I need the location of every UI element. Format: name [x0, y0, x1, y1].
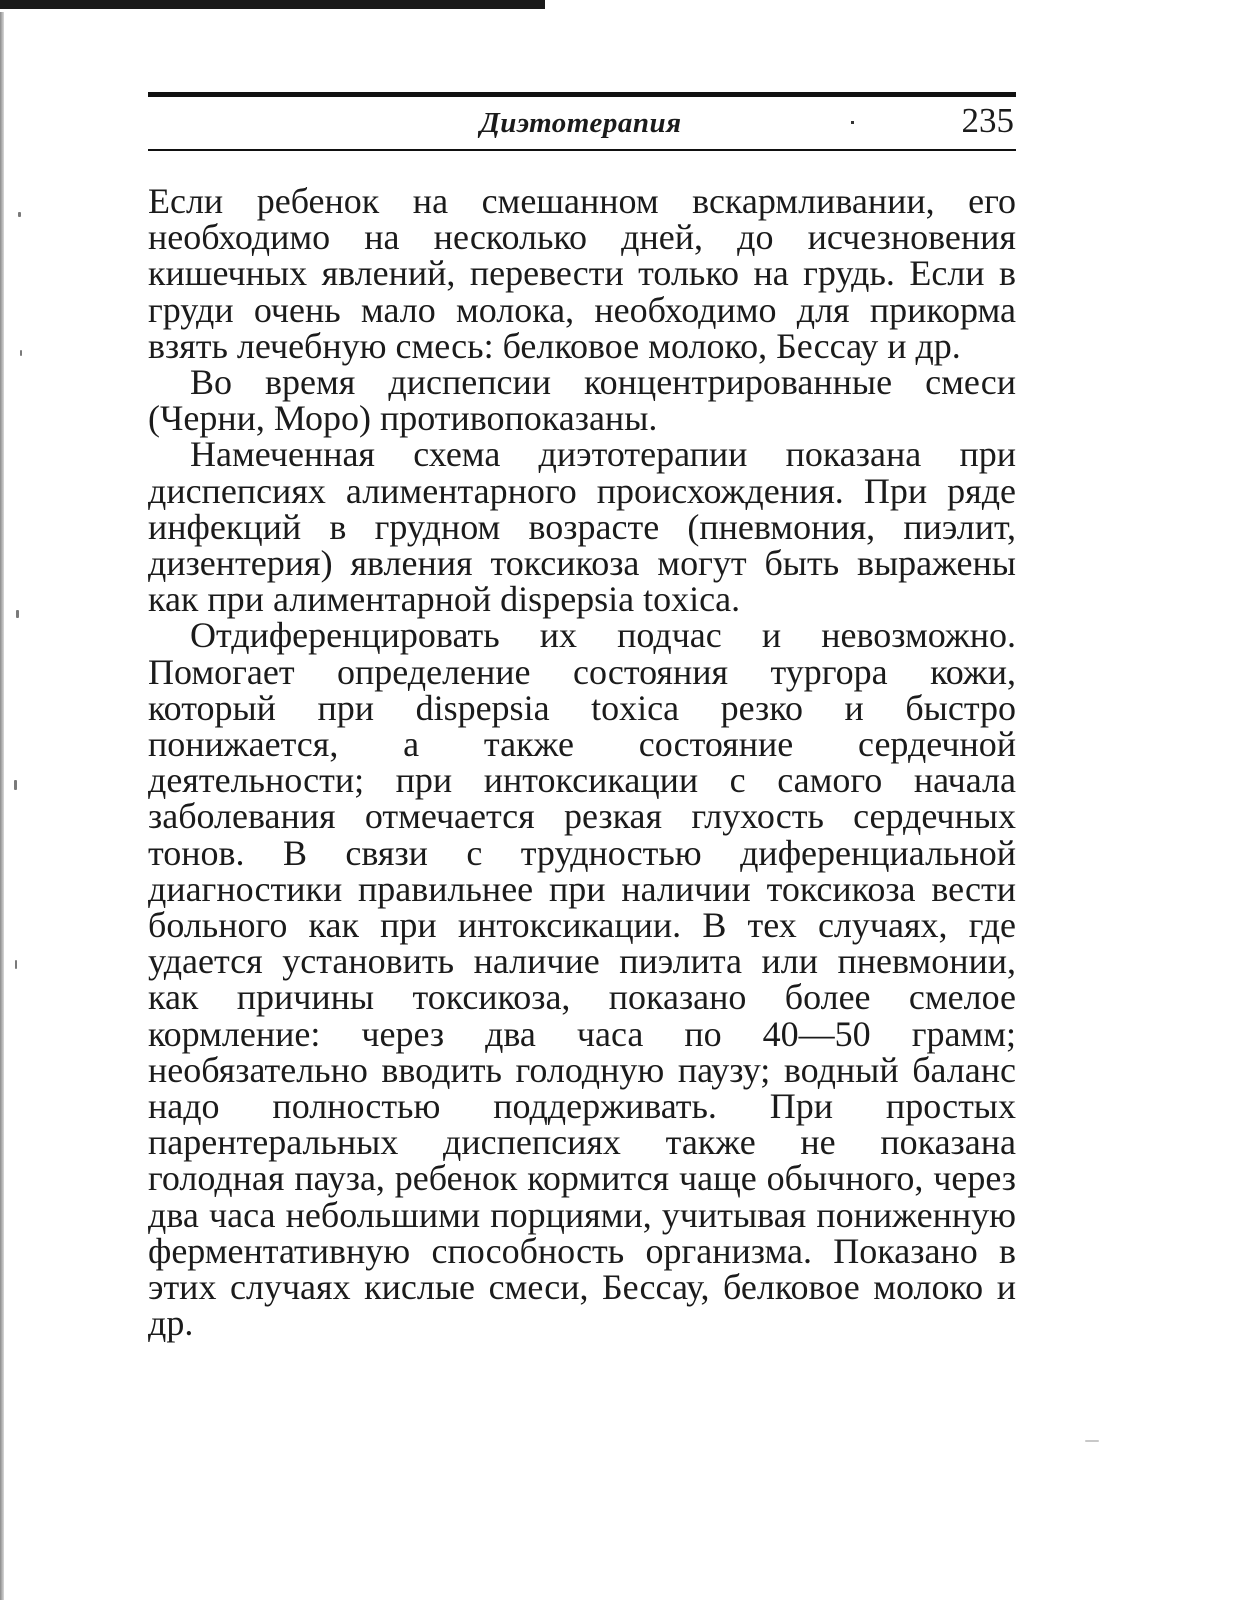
header-rule-bottom — [148, 149, 1016, 151]
scan-speck — [14, 780, 17, 790]
header-dot — [851, 121, 854, 124]
scan-speck — [1085, 1440, 1099, 1442]
book-page — [148, 92, 1016, 1342]
paragraph: Если ребенок на смешанном вскармливании, его необходимо на несколько дней, до исчезновения кишечных явлений, перевести только на грудь. Если в груди очень мало молока, необходимо для прикорма взять лечебную смесь: белковое молоко, Бессау и др. — [148, 181, 1016, 366]
scan-edge-top — [0, 0, 545, 9]
paragraph: Во время диспепсии концентрированные смеси (Черни, Моро) противопоказаны. — [148, 362, 1016, 439]
scan-speck — [15, 960, 17, 969]
body-text — [148, 183, 1016, 1342]
paragraph: Отдиференцировать их подчас и невозможно. Помогает определение состояния тургора кожи, который при dispepsia toxica резко и быстро понижается, а также состояние сердечной деятельности; при интоксикации с самого начала заболевания отмечается резкая глухость сердечных тонов. В связи с трудностью диференциальной диагностики правильнее при наличии токсикоза вести больного как при интоксикации. В тех случаях, где удается установить наличие пиэлита или пневмонии, как причины токсикоза, показано более смелое кормление: через два часа по 40—50 грамм; необязательно вводить голодную паузу; водный баланс надо полностью поддерживать. При простых парентеральных диспепсиях также не показана голодная пауза, ребенок кормится чаще обычного, через два часа небольшими порциями, учитывая пониженную ферментативную способность организма. Показано в этих случаях кислые смеси, Бессау, белковое молоко и др. — [148, 615, 1016, 1344]
page-number: 235 — [961, 101, 1014, 140]
running-head — [148, 97, 1016, 149]
scan-speck — [20, 350, 22, 356]
paragraph: Намеченная схема диэтотерапии показана при диспепсиях алиментарного происхождения. При ряде инфекций в грудном возрасте (пневмония, пиэлит, дизентерия) явления токсикоза могут быть выражены как при алиментарной dispepsia toxica. — [148, 434, 1016, 620]
scan-speck — [18, 212, 21, 217]
scan-edge-left — [0, 12, 4, 1600]
running-title: Диэтотерапия — [480, 107, 682, 139]
scan-speck — [16, 610, 19, 618]
